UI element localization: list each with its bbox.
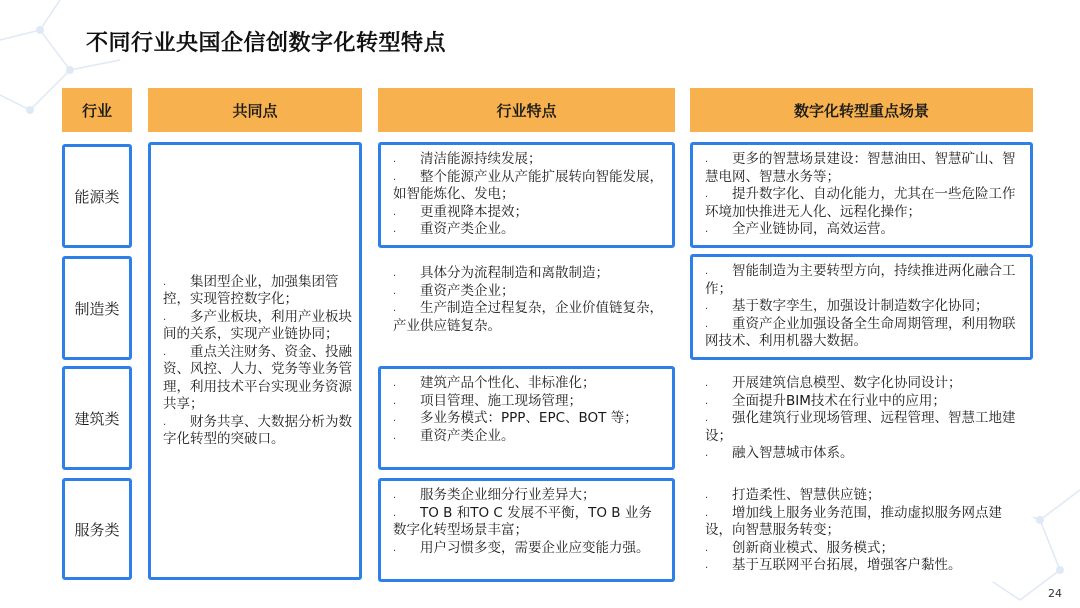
list-item — [163, 414, 355, 449]
list-item — [393, 410, 664, 428]
common-points-list — [151, 274, 359, 449]
features-energy-box — [378, 142, 675, 248]
list-item-text: 融入智慧城市体系。 — [732, 445, 854, 461]
list-item — [163, 274, 355, 309]
list-item — [393, 169, 664, 204]
list-item — [705, 540, 1022, 558]
list-item — [705, 557, 1022, 575]
industry-energy: 能源类 — [62, 144, 132, 248]
list-item-text: 多产业板块，利用产业板块间的关系，实现产业链协同； — [163, 308, 352, 342]
list-item-text: 更重视降本提效； — [420, 203, 528, 220]
bullet-mark: . — [393, 542, 397, 554]
list-item-text: 创新商业模式、服务模式； — [732, 539, 894, 556]
list-item-text: 具体分为流程制造和离散制造； — [420, 265, 609, 281]
bullet-mark: . — [393, 413, 397, 424]
list-item — [705, 221, 1022, 239]
bullet-mark: . — [705, 266, 709, 277]
list-item-text: TO B 和TO C 发展不平衡，TO B 业务数字化转型场景丰富； — [393, 504, 652, 538]
page-title: 不同行业央国企信创数字化转型特点 — [86, 31, 447, 56]
bullet-mark: . — [163, 346, 167, 358]
bullet-mark: . — [705, 301, 709, 312]
list-item — [393, 487, 664, 505]
bullet-mark: . — [705, 189, 709, 200]
header-industry: 行业 — [62, 88, 132, 132]
bullet-mark: . — [705, 378, 709, 389]
list-item-text: 重点关注财务、资金、投融资、风控、人力、党务等业务管理，利用技术平台实现业务资源共享； — [163, 343, 352, 412]
list-item — [705, 393, 1022, 411]
industry-manufacturing: 制造类 — [62, 256, 132, 360]
list-item — [705, 151, 1022, 186]
features-construction-box — [378, 366, 675, 470]
list-item — [705, 445, 1022, 463]
list-item — [393, 265, 664, 283]
bullet-mark: . — [705, 318, 709, 330]
scenarios-manufacturing-list — [693, 257, 1030, 351]
list-item — [705, 375, 1022, 393]
list-item-text: 全面提升BIM技术在行业中的应用； — [732, 392, 946, 409]
bullet-mark: . — [393, 490, 397, 501]
features-service-list — [381, 481, 672, 557]
features-manufacturing-box — [378, 256, 675, 360]
scenarios-construction-list — [693, 369, 1030, 463]
list-item — [705, 298, 1022, 316]
list-item-text: 重资产类企业。 — [420, 221, 515, 237]
industry-service: 服务类 — [62, 478, 132, 580]
features-service-box — [378, 478, 675, 582]
list-item-text: 智能制造为主要转型方向，持续推进两化融合工作； — [705, 263, 1016, 297]
bullet-mark: . — [393, 224, 397, 235]
scenarios-service-list — [693, 481, 1030, 575]
list-item — [705, 316, 1022, 351]
list-item-text: 开展建筑信息模型、数字化协同设计； — [732, 375, 962, 391]
bullet-mark: . — [705, 560, 709, 571]
bullet-mark: . — [705, 413, 709, 424]
list-item — [393, 204, 664, 222]
bullet-mark: . — [163, 276, 167, 288]
scenarios-service-box — [690, 478, 1033, 582]
list-item-text: 更多的智慧场景建设：智慧油田、智慧矿山、智慧电网、智慧水务等； — [705, 151, 1016, 185]
list-item-text: 强化建筑行业现场管理、远程管理、智慧工地建设； — [705, 410, 1016, 444]
list-item — [705, 186, 1022, 221]
header-features: 行业特点 — [378, 88, 675, 132]
scenarios-energy-list — [693, 145, 1030, 239]
list-item — [393, 428, 664, 446]
list-item — [393, 221, 664, 239]
bullet-mark: . — [393, 206, 397, 218]
bullet-mark: . — [393, 268, 397, 279]
list-item — [163, 344, 355, 414]
list-item-text: 项目管理、施工现场管理； — [420, 392, 582, 409]
list-item-text: 整个能源产业从产能扩展转向智能发展，如智能炼化、发电； — [393, 168, 663, 202]
list-item — [393, 283, 664, 301]
list-item-text: 集团型企业，加强集团管控，实现管控数字化； — [163, 273, 339, 307]
industry-construction: 建筑类 — [62, 366, 132, 470]
list-item-text: 增加线上服务业务范围，推动虚拟服务网点建设，向智慧服务转变； — [705, 504, 1002, 538]
list-item — [163, 309, 355, 344]
bullet-mark: . — [705, 448, 709, 459]
bullet-mark: . — [393, 171, 397, 183]
features-energy-list — [381, 145, 672, 239]
list-item-text: 全产业链协同，高效运营。 — [732, 221, 894, 237]
list-item-text: 建筑产品个性化、非标准化； — [420, 375, 596, 391]
list-item — [705, 410, 1022, 445]
list-item — [705, 487, 1022, 505]
bullet-mark: . — [163, 416, 167, 428]
bullet-mark: . — [705, 395, 709, 407]
bullet-mark: . — [393, 154, 397, 165]
header-scenarios: 数字化转型重点场景 — [690, 88, 1033, 132]
bullet-mark: . — [393, 285, 397, 297]
header-common: 共同点 — [148, 88, 362, 132]
list-item-text: 提升数字化、自动化能力，尤其在一些危险工作环境加快推进无人化、远程化操作； — [705, 186, 1016, 220]
scenarios-construction-box — [690, 366, 1033, 470]
common-points-box — [148, 142, 362, 580]
bullet-mark: . — [705, 154, 709, 165]
bullet-mark: . — [393, 395, 397, 407]
bullet-mark: . — [393, 378, 397, 389]
list-item-text: 生产制造全过程复杂，企业价值链复杂，产业供应链复杂。 — [393, 300, 663, 334]
list-item-text: 服务类企业细分行业差异大； — [420, 487, 596, 503]
bullet-mark: . — [393, 303, 397, 314]
scenarios-energy-box — [690, 142, 1033, 248]
list-item — [705, 505, 1022, 540]
list-item — [393, 505, 664, 540]
bullet-mark: . — [705, 507, 709, 519]
list-item-text: 多业务模式：PPP、EPC、BOT 等； — [420, 410, 638, 426]
bullet-mark: . — [705, 224, 709, 235]
bullet-mark: . — [705, 490, 709, 501]
list-item-text: 重资产企业加强设备全生命周期管理，利用物联网技术、利用机器大数据。 — [705, 315, 1016, 349]
features-construction-list — [381, 369, 672, 445]
page-number: 24 — [1048, 587, 1062, 600]
list-item-text: 重资产类企业； — [420, 282, 515, 299]
bullet-mark: . — [705, 542, 709, 554]
list-item — [393, 375, 664, 393]
bullet-mark: . — [393, 507, 397, 519]
features-manufacturing-list — [381, 259, 672, 335]
list-item — [393, 151, 664, 169]
bullet-mark: . — [393, 430, 397, 442]
list-item-text: 重资产类企业。 — [420, 427, 515, 444]
bullet-mark: . — [163, 311, 167, 323]
list-item — [393, 393, 664, 411]
list-item — [393, 540, 664, 558]
list-item — [393, 300, 664, 335]
list-item-text: 打造柔性、智慧供应链； — [732, 487, 881, 503]
scenarios-manufacturing-box — [690, 254, 1033, 360]
list-item-text: 基于互联网平台拓展，增强客户黏性。 — [732, 557, 962, 573]
list-item-text: 清洁能源持续发展； — [420, 151, 542, 167]
list-item-text: 财务共享、大数据分析为数字化转型的突破口。 — [163, 413, 352, 447]
list-item-text: 基于数字孪生，加强设计制造数字化协同； — [732, 298, 989, 314]
list-item — [705, 263, 1022, 298]
list-item-text: 用户习惯多变，需要企业应变能力强。 — [420, 539, 650, 556]
